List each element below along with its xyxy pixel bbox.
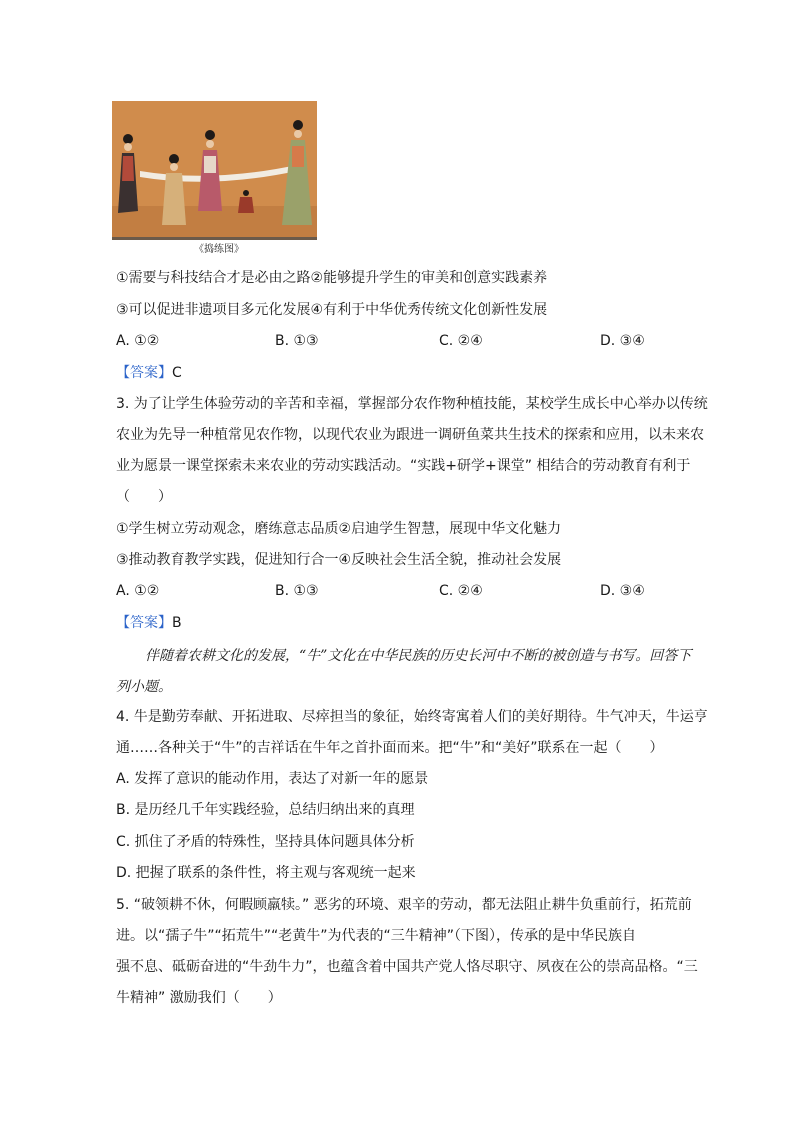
q3-choice-d: D. ③④ — [600, 583, 645, 599]
q5-stem-line2: 进。以“孺子牛”“拓荒牛”“老黄牛”为代表的“三牛精神”（下图），传承的是中华民族自 — [116, 928, 637, 944]
q4-option-a: A. 发挥了意识的能动作用，表达了对新一年的愿景 — [116, 771, 429, 787]
q4-stem-line2: 通……各种关于“牛”的吉祥话在牛年之首扑面而来。把“牛”和“美好”联系在一起（ ） — [116, 740, 664, 756]
q5-stem-line3: 强不息、砥砺奋进的“牛劲牛力”，也蕴含着中国共产党人恪尽职守、夙夜在公的崇高品格。“三 — [116, 959, 698, 975]
q2-choice-d: D. ③④ — [600, 333, 645, 349]
q2-answer — [116, 364, 182, 382]
intro-line1: 伴随着农耕文化的发展，“牛”文化在中华民族的历史长河中不断的被创造与书写。回答下 — [145, 648, 692, 664]
q3-answer-label: 【答案】 — [116, 615, 172, 631]
q3-stem-line3: 业为愿景一课堂探索未来农业的劳动实践活动。“实践+研学+课堂” 相结合的劳动教育有利于 — [116, 458, 691, 474]
q3-stem-line4: （ ） — [116, 489, 172, 505]
q4-option-c: C. 抓住了矛盾的特殊性，坚持具体问题具体分析 — [116, 834, 415, 850]
q4-option-d: D. 把握了联系的条件性，将主观与客观统一起来 — [116, 865, 416, 881]
painting-illustration — [112, 101, 317, 237]
q2-choice-c: C. ②④ — [439, 333, 483, 349]
q3-stem-line1: 3. 为了让学生体验劳动的辛苦和幸福，掌握部分农作物种植技能，某校学生成长中心举办以传统 — [116, 396, 708, 412]
q3-choice-a: A. ①② — [116, 583, 160, 599]
q3-option-line2: ③推动教育教学实践，促进知行合一④反映社会生活全貌，推动社会发展 — [116, 552, 562, 568]
q3-stem-line2: 农业为先导一种植常见农作物，以现代农业为跟进一调研鱼菜共生技术的探索和应用，以未来农 — [116, 427, 704, 443]
q2-option-line2: ③可以促进非遗项目多元化发展④有利于中华优秀传统文化创新性发展 — [116, 302, 548, 318]
painting-image — [112, 101, 317, 240]
q2-choice-a: A. ①② — [116, 333, 160, 349]
q2-answer-value: C — [172, 365, 182, 381]
q3-answer-value: B — [172, 615, 182, 631]
q2-option-line1: ①需要与科技结合才是必由之路②能够提升学生的审美和创意实践素养 — [116, 270, 548, 286]
intro-line2: 列小题。 — [116, 679, 172, 695]
q5-stem-line1: 5. “破领耕不休，何暇顾羸犊。” 恶劣的环境、艰辛的劳动，都无法阻止耕牛负重前行，拓荒前 — [116, 897, 692, 913]
q4-stem-line1: 4. 牛是勤劳奉献、开拓进取、尽瘁担当的象征，始终寄寓着人们的美好期待。牛气冲天，牛运亨 — [116, 709, 708, 725]
q3-choice-c: C. ②④ — [439, 583, 483, 599]
q5-stem-line4: 牛精神” 激励我们（ ） — [116, 990, 282, 1006]
q2-choice-b: B. ①③ — [275, 333, 319, 349]
q3-choice-b: B. ①③ — [275, 583, 319, 599]
q2-answer-label: 【答案】 — [116, 365, 172, 381]
q4-option-b: B. 是历经几千年实践经验，总结归纳出来的真理 — [116, 802, 415, 818]
image-caption: 《捣练图》 — [194, 244, 244, 255]
q3-option-line1: ①学生树立劳动观念，磨练意志品质②启迪学生智慧，展现中华文化魅力 — [116, 521, 562, 537]
q3-answer — [116, 614, 182, 632]
